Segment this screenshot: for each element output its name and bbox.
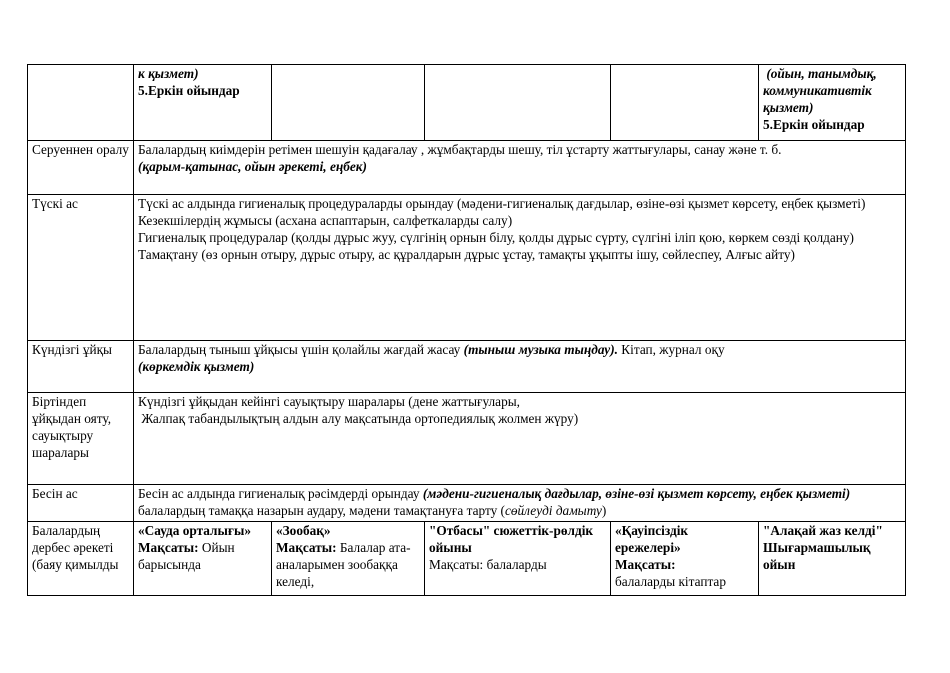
cell-text: Балалардың тыныш ұйқысы үшін қолайлы жағдай жасау (138, 342, 464, 357)
cell-text: Гигиеналық процедуралар (қолды дұрыс жуу, сүлгінің орнын білу, қолды дұрыс сүрту, сүлгіні іліп қою, көркем сөзді қолдану) (138, 230, 854, 245)
cell-text: Тамақтану (өз орнын отыру, дұрыс отыру, ас құралдарын дұрыс ұстау, тамақты ұқыпты ішу, сөйлеспеу, Алғыс айту) (138, 247, 795, 262)
goal-label: Мақсаты: (138, 540, 199, 555)
row-label: Күндізгі ұйқы (28, 341, 134, 393)
row-content (134, 141, 906, 195)
activity-cell (611, 522, 759, 596)
cell-text: коммуникативтік (763, 83, 872, 98)
activity-title: «Қауіпсіздік ережелері» (615, 523, 689, 555)
row-label: Бесін ас (28, 485, 134, 522)
goal-label: Мақсаты: (276, 540, 337, 555)
cell-text: Шығармашылық ойын (763, 540, 871, 572)
activity-cell (759, 65, 906, 141)
table-row (28, 65, 906, 141)
activity-cell (134, 65, 272, 141)
activity-cell (425, 522, 611, 596)
cell-text: Күндізгі ұйқыдан кейінгі сауықтыру шаралары (дене жаттығулары, (138, 394, 520, 409)
activity-title: "Алақай жаз келді" (763, 523, 883, 538)
cell-text: Жалпақ табандылықтың алдын алу мақсатында ортопедиялық жолмен жүру) (138, 411, 579, 426)
cell-emphasis: (тыныш музыка тыңдау). (463, 342, 618, 357)
activity-cell (134, 522, 272, 596)
cell-text: Балалар ата-аналарымен зообаққа келеді, (276, 540, 411, 589)
row-content (134, 485, 906, 522)
row-content (134, 195, 906, 341)
table-row (28, 141, 906, 195)
activity-cell (272, 522, 425, 596)
cell-text: Бесін ас алдында гигиеналық рәсімдерді орындау (138, 486, 423, 501)
cell-text: Балалардың киімдерін ретімен шешуін қадағалау , жұмбақтарды шешу, тіл ұстарту жаттығулары, санау және т. б. (138, 142, 782, 157)
row-content (134, 341, 906, 393)
activity-title: "Отбасы" сюжеттік-рөлдік ойыны (429, 523, 594, 555)
cell-text: Мақсаты: балаларды (429, 557, 547, 572)
cell-text: Кітап, журнал оқу (617, 342, 725, 357)
cell-text: балалардың тамаққа назарын аудару, мәдени тамақтануға тарту ( (138, 503, 505, 518)
cell-note: (көркемдік қызмет) (138, 359, 255, 374)
goal-label: Мақсаты: (615, 557, 676, 572)
row-label: Серуеннен оралу (28, 141, 134, 195)
cell-text: қызмет) (763, 100, 814, 115)
activity-title: «Зообақ» (276, 523, 331, 538)
cell-text: Кезекшілердің жұмысы (асхана аспаптарын, салфеткаларды салу) (138, 213, 513, 228)
table-row (28, 393, 906, 485)
cell-text: (ойын, танымдық, (763, 66, 877, 81)
cell-text: балаларды кітаптар (615, 574, 726, 589)
activity-cell (759, 522, 906, 596)
activity-cell (272, 65, 425, 141)
cell-text: 5.Еркін ойындар (138, 83, 240, 98)
schedule-table (27, 64, 906, 596)
cell-text: ) (601, 503, 607, 518)
activity-cell (425, 65, 611, 141)
cell-text: Түскі ас алдында гигиеналық процедураларды орындау (мәдени-гигиеналық дағдылар, өзіне-өзі қызмет көрсету, еңбек қызметі) (138, 196, 866, 211)
row-label-cell (28, 65, 134, 141)
table-row (28, 522, 906, 596)
cell-emphasis: (мәдени-гигиеналық дағдылар, өзіне-өзі қызмет көрсету, еңбек қызметі) (422, 486, 851, 501)
row-content (134, 393, 906, 485)
cell-text: к қызмет) (138, 66, 199, 81)
activity-title: «Сауда орталығы» (138, 523, 251, 538)
row-label: Түскі ас (28, 195, 134, 341)
table-row (28, 341, 906, 393)
table-row (28, 195, 906, 341)
table-row (28, 485, 906, 522)
cell-note: (қарым-қатынас, ойын әрекеті, еңбек) (138, 159, 367, 174)
row-label: Балалардың дербес әрекеті (баяу қимылды (28, 522, 134, 596)
cell-emphasis: сөйлеуді дамыту (504, 503, 602, 518)
cell-text: 5.Еркін ойындар (763, 117, 865, 132)
row-label: Біртіндеп ұйқыдан ояту, сауықтыру шаралары (28, 393, 134, 485)
activity-cell (611, 65, 759, 141)
cell-text: Ойын барысында (138, 540, 235, 572)
